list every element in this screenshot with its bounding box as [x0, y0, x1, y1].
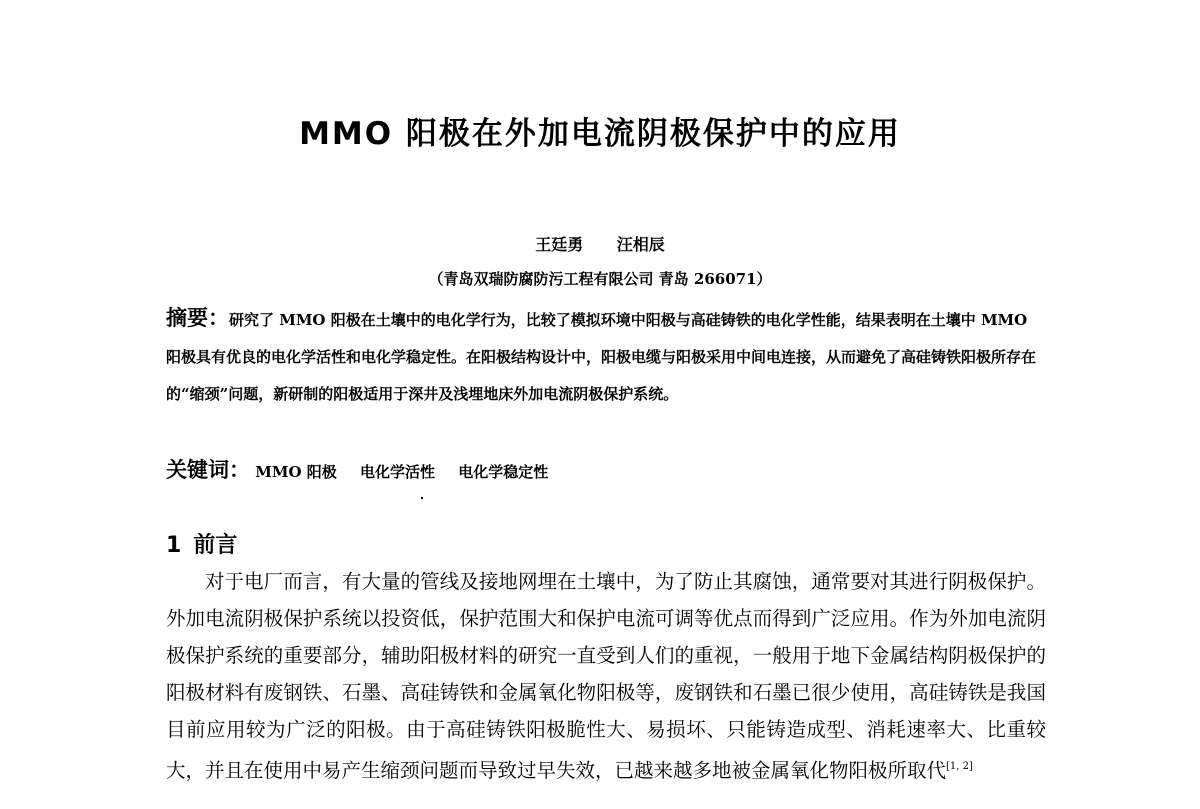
paper-title: MMO 阳极在外加电流阴极保护中的应用 — [299, 116, 901, 152]
abstract-label: 摘要： — [166, 306, 229, 330]
section-number: 1 — [166, 533, 182, 558]
keyword: 电化学稳定性 — [458, 463, 549, 481]
keywords — [166, 452, 1046, 491]
section-heading — [166, 528, 237, 559]
section-title: 前言 — [193, 533, 238, 558]
keyword: MMO 阳极 — [255, 463, 337, 481]
paragraph-text: 对于电厂而言，有大量的管线及接地网埋在土壤中，为了防止其腐蚀，通常要对其进行阴极保护。外加电流阴极保护系统以投资低，保护范围大和保护电流可调等优点而得到广泛应用。作为外加电流阴极保护系统的重要部分，辅助阳极材料的研究一直受到人们的重视，一般用于地下金属结构阴极保护的阳极材料有废钢铁、石墨、高硅铸铁和金属氧化物阳极等，废钢铁和石墨已很少使用，高硅铸铁是我国目前应用较为广泛的阳极。由于高硅铸铁阳极脆性大、易损坏、只能铸造成型、消耗速率大、比重较大，并且在使用中易产生缩颈问题而导致过早失效，已越来越多地被金属氧化物阳极所取代 — [166, 570, 1046, 782]
author-name: 王廷勇 — [535, 235, 584, 254]
keywords-label: 关键词： — [166, 458, 250, 482]
citation: [1, 2] — [946, 761, 973, 772]
affiliation: （青岛双瑞防腐防污工程有限公司 青岛 266071） — [428, 270, 772, 288]
body-text — [166, 563, 1046, 789]
scan-speck — [421, 497, 423, 499]
author-name: 汪相辰 — [616, 235, 665, 254]
body-paragraph — [166, 563, 1046, 789]
abstract-text: 研究了 MMO 阳极在土壤中的电化学行为，比较了模拟环境中阳极与高硅铸铁的电化学性能，结果表明在土壤中 MMO 阳极具有优良的电化学活性和电化学稳定性。在阳极结构设计中，阳极电缆与阳极采用中间电连接，从而避免了高硅铸铁阳极所存在的“缩颈”问题，新研制的阳极适用于深井及浅埋地床外加电流阴极保护系统。 — [166, 311, 1037, 403]
abstract — [166, 300, 1046, 413]
author-list — [0, 232, 1200, 255]
keyword: 电化学活性 — [359, 463, 435, 481]
